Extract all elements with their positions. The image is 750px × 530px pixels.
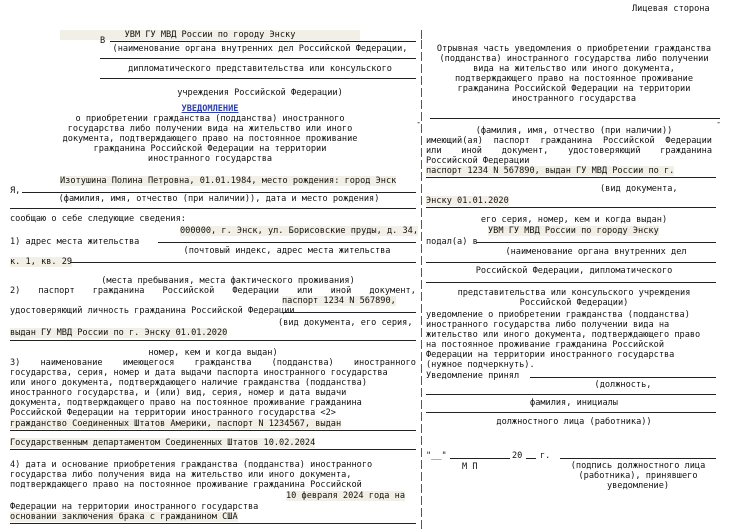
item3-line5: документа, подтверждающего право на постоянное проживание гражданина [10, 398, 362, 408]
item3-line4: иностранного государства, и (или) вид, серия, номер и дата выдачи [10, 388, 347, 398]
stay-note: (места пребывания, места фактического проживания) [101, 276, 355, 286]
date-year-line [526, 458, 536, 459]
authority-note-1: (наименование органа внутренних дел Российской Федерации, [112, 44, 408, 54]
issued-note: номер, кем и когда выдан) [148, 348, 278, 358]
authority-right: УВМ ГУ МВД России по городу Энску [488, 226, 659, 236]
date-month-line [450, 458, 510, 459]
authority-note-3: учреждения Российской Федерации) [177, 88, 343, 98]
series-note: его серия, номер, кем и когда выдан) [480, 215, 668, 225]
authority-underline-3 [100, 78, 416, 79]
item3-line3: или иного документа, подтверждающего наличие гражданства (подданства) [10, 378, 367, 388]
item4-date: 10 февраля 2024 года на [286, 491, 405, 501]
authority-note-2: дипломатического представительства или консульского [128, 64, 392, 74]
position-note: (должность, [594, 380, 652, 390]
prefix-v: В [100, 36, 106, 46]
name-underline [426, 394, 716, 395]
has-line1: имеющий(ая) паспорт гражданина Российской Федерации [426, 136, 712, 146]
applicant-underline [22, 192, 416, 193]
address-note: (почтовый индекс, адрес места жительства [183, 246, 391, 256]
issued-underline [10, 340, 416, 341]
item3-line1: 3) наименование имеющегося гражданства (подданства) иностранного [10, 358, 416, 368]
has-line2: или иной документ, удостоверяющий гражданина [426, 146, 712, 156]
passport-number: паспорт 1234 N 567890, [282, 296, 396, 306]
doc-note-right: (вид документа, [600, 184, 678, 194]
authority-right-note-2: Российской Федерации, дипломатического [475, 266, 673, 276]
address-underline [158, 242, 416, 243]
signature-line [560, 458, 716, 459]
item2-line2: удостоверяющий личность гражданина Российской Федерации [10, 306, 295, 316]
item4-reason: основании заключения брака с гражданином США [10, 512, 238, 522]
notice-line-1: уведомление о приобретении гражданства (подданства) [426, 310, 690, 320]
tear-title-1: Отрывная часть уведомления о приобретении гражданства [436, 44, 712, 54]
subtitle-3: документа, подтверждающего право на постоянное проживание [62, 134, 358, 144]
authority-underline-2 [100, 58, 416, 59]
address-cont: к. 1, кв. 29 [10, 257, 73, 267]
fio-underline [430, 118, 720, 119]
doc-note: (вид документа, его серия, [278, 318, 413, 328]
item4-underline [10, 523, 416, 524]
tear-line: | | | | | | | | | | | | | | | | | | | | | | | | | | | | | | | | | | | | | | | | | | [419, 30, 425, 530]
item3-value: гражданство Соединенных Штатов Америки, паспорт N 1234567, выдан [10, 419, 342, 429]
authority-right-note: (наименование органа внутренних дел [505, 247, 687, 257]
tear-title-3: вида на жительство или иного документа, [473, 64, 675, 74]
signature-note-2: (работника), принявшего [578, 471, 698, 481]
passport-underline-right [426, 177, 716, 178]
item3-underline [10, 430, 416, 431]
item3-underline-2 [10, 449, 416, 450]
authority-right-underline-2 [426, 262, 716, 263]
item4-line1: 4) дата и основание приобретения гражданства (подданства) иностранного [10, 460, 373, 470]
authority-right-note-4: Российской Федерации) [519, 298, 629, 308]
document-title: УВЕДОМЛЕНИЕ [181, 104, 239, 114]
submitted-label: подал(а) в [426, 237, 478, 247]
has-line3: Российской Федерации [426, 156, 530, 166]
city-underline [426, 207, 716, 208]
item4-end: Федерации на территории иностранного государства [10, 502, 259, 512]
applicant-value: Изотушина Полина Петровна, 01.01.1984, место рождения: город Энск [60, 176, 397, 186]
passport-underline [282, 312, 416, 313]
subtitle-5: иностранного государства [147, 154, 273, 164]
item2-line1: 2) паспорт гражданина Российской Федерации или иной документ, [10, 286, 416, 296]
date-year: 20 [512, 451, 523, 461]
subtitle-2: государства либо получении вида на жительство или иного [67, 124, 353, 134]
authority-right-note-3: представительства или консульского учреждения [457, 288, 691, 298]
accepted-label: Уведомление принял [426, 371, 520, 381]
item1-label: 1) адрес места жительства [10, 237, 140, 247]
fio-note: (фамилия, имя, отчество (при наличии)) [475, 126, 673, 136]
tear-title-5: гражданина Российской Федерации на территории [457, 84, 691, 94]
notice-line-3: жительство или иного документа, подтверждающего право [426, 330, 701, 340]
tear-title-4: подтверждающего право на постоянное проживание [455, 74, 693, 84]
authority-underline [110, 41, 416, 42]
authority-right-underline [476, 242, 716, 243]
authority-name: УВМ ГУ МВД России по городу Энску [60, 30, 360, 40]
accepted-underline [530, 377, 716, 378]
subtitle-4: гражданина Российской Федерации на территории [93, 144, 327, 154]
underline-note: (нужное подчеркнуть). [426, 360, 535, 370]
notice-line-4: на постоянное проживание гражданина Российской [426, 340, 664, 350]
prefix-ya: Я, [10, 186, 21, 196]
passport-line: паспорт 1234 N 567890, выдан ГУ МВД России по г. [426, 166, 675, 176]
signature-note-3: уведомление) [606, 481, 670, 491]
applicant-underline-2 [10, 208, 416, 209]
tear-title-6: иностранного государства [511, 94, 637, 104]
date-open: "__" [426, 451, 447, 461]
official-underline [426, 412, 716, 413]
signature-note-1: (подпись должностного лица [570, 461, 706, 471]
separator-dash-left: - [416, 118, 422, 128]
item4-line2: государства либо получения вида на жительство или иного документа, [10, 470, 352, 480]
subtitle-1: о приобретении гражданства (подданства) иностранного [75, 114, 345, 124]
authority-right-underline-3 [426, 282, 716, 283]
name-note: фамилия, инициалы [530, 398, 618, 408]
address-cont-underline [70, 262, 416, 263]
item3-line6: Российской Федерации на территории иностранного государства <2> [10, 408, 336, 418]
separator-dash-right: - [716, 118, 722, 128]
item3-line2: государства, серия, номер и дата выдачи паспорта иностранного государства [10, 368, 388, 378]
item4-line3: подтверждающего право на постоянное проживание гражданина Российской [10, 480, 362, 490]
report-line: сообщаю о себе следующие сведения: [10, 214, 186, 224]
side-label: Лицевая сторона [632, 4, 710, 14]
address-value: 000000, г. Энск, ул. Борисовские пруды, д. 34, [180, 226, 418, 236]
date-g: г. [540, 451, 551, 461]
stamp-label: М П [462, 462, 478, 472]
tear-title-2: (подданства) иностранного государства либо получении [439, 54, 709, 64]
issued-by: выдан ГУ МВД России по г. Энску 01.01.2020 [10, 328, 228, 338]
item3-value2: Государственным департаментом Соединенных Штатов 10.02.2024 [10, 438, 316, 448]
notice-line-2: иностранного государства либо получении вида на [426, 320, 670, 330]
city-date: Энску 01.01.2020 [426, 196, 509, 206]
notice-line-5: Федерации на территории иностранного государства [426, 350, 675, 360]
applicant-note: (фамилия, имя, отчество (при наличии)), дата и место рождения) [58, 194, 380, 204]
official-note: должностного лица (работника)) [496, 417, 652, 427]
